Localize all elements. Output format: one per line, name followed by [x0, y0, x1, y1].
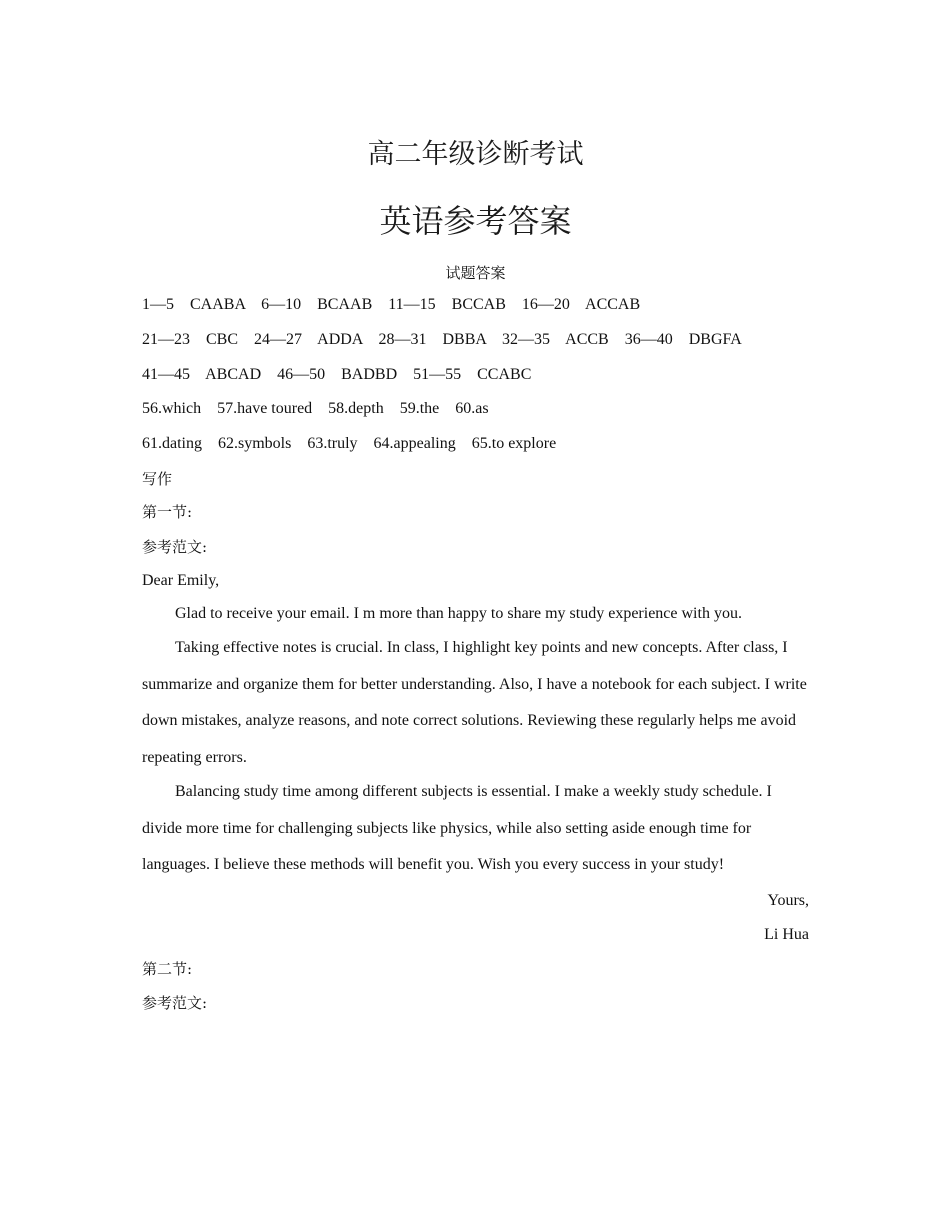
section-1-label: 第一节: — [142, 503, 193, 521]
answer-row-1: 1—5 CAABA 6—10 BCAAB 11—15 BCCAB 16—20 ACCAB — [142, 296, 641, 313]
answer-row-3: 41—45 ABCAD 46—50 BADBD 51—55 CCABC — [142, 366, 532, 383]
sample-essay-2-label: 参考范文: — [142, 994, 208, 1012]
letter-signature: Li Hua — [764, 926, 809, 943]
letter-greeting: Dear Emily, — [142, 572, 220, 589]
answer-row-2: 21—23 CBC 24—27 ADDA 28—31 DBBA 32—35 ACCB 36—40 DBGFA — [142, 331, 742, 348]
writing-heading: 写作 — [142, 470, 173, 488]
document-page — [142, 0, 809, 1205]
letter-paragraph-2: Taking effective notes is crucial. In class, I highlight key points and new concepts. After class, I summarize and organize them for better understanding. Also, I have a notebook for each subject. I write down mistakes, analyze reasons, and note correct solutions. Reviewing these regularly helps me avoid repeating errors. — [142, 639, 807, 767]
letter-closing: Yours, — [767, 892, 809, 909]
letter-paragraph-3: Balancing study time among different subjects is essential. I make a weekly study schedule. I divide more time for challenging subjects like physics, while also setting aside enough time for languages. I believe these methods will benefit you. Wish you every success in your study! — [142, 783, 772, 874]
exam-title: 高二年级诊断考试 — [367, 139, 584, 170]
answer-row-5: 61.dating 62.symbols 63.truly 64.appealing 65.to explore — [142, 435, 557, 452]
section-subtitle: 试题答案 — [445, 264, 506, 282]
section-2-label: 第二节: — [142, 960, 193, 978]
sample-essay-1-label: 参考范文: — [142, 538, 208, 556]
letter-paragraph-1: Glad to receive your email. I m more than happy to share my study experience with you. — [175, 605, 742, 622]
answer-row-4: 56.which 57.have toured 58.depth 59.the 60.as — [142, 400, 489, 417]
answer-key-title: 英语参考答案 — [379, 202, 572, 240]
